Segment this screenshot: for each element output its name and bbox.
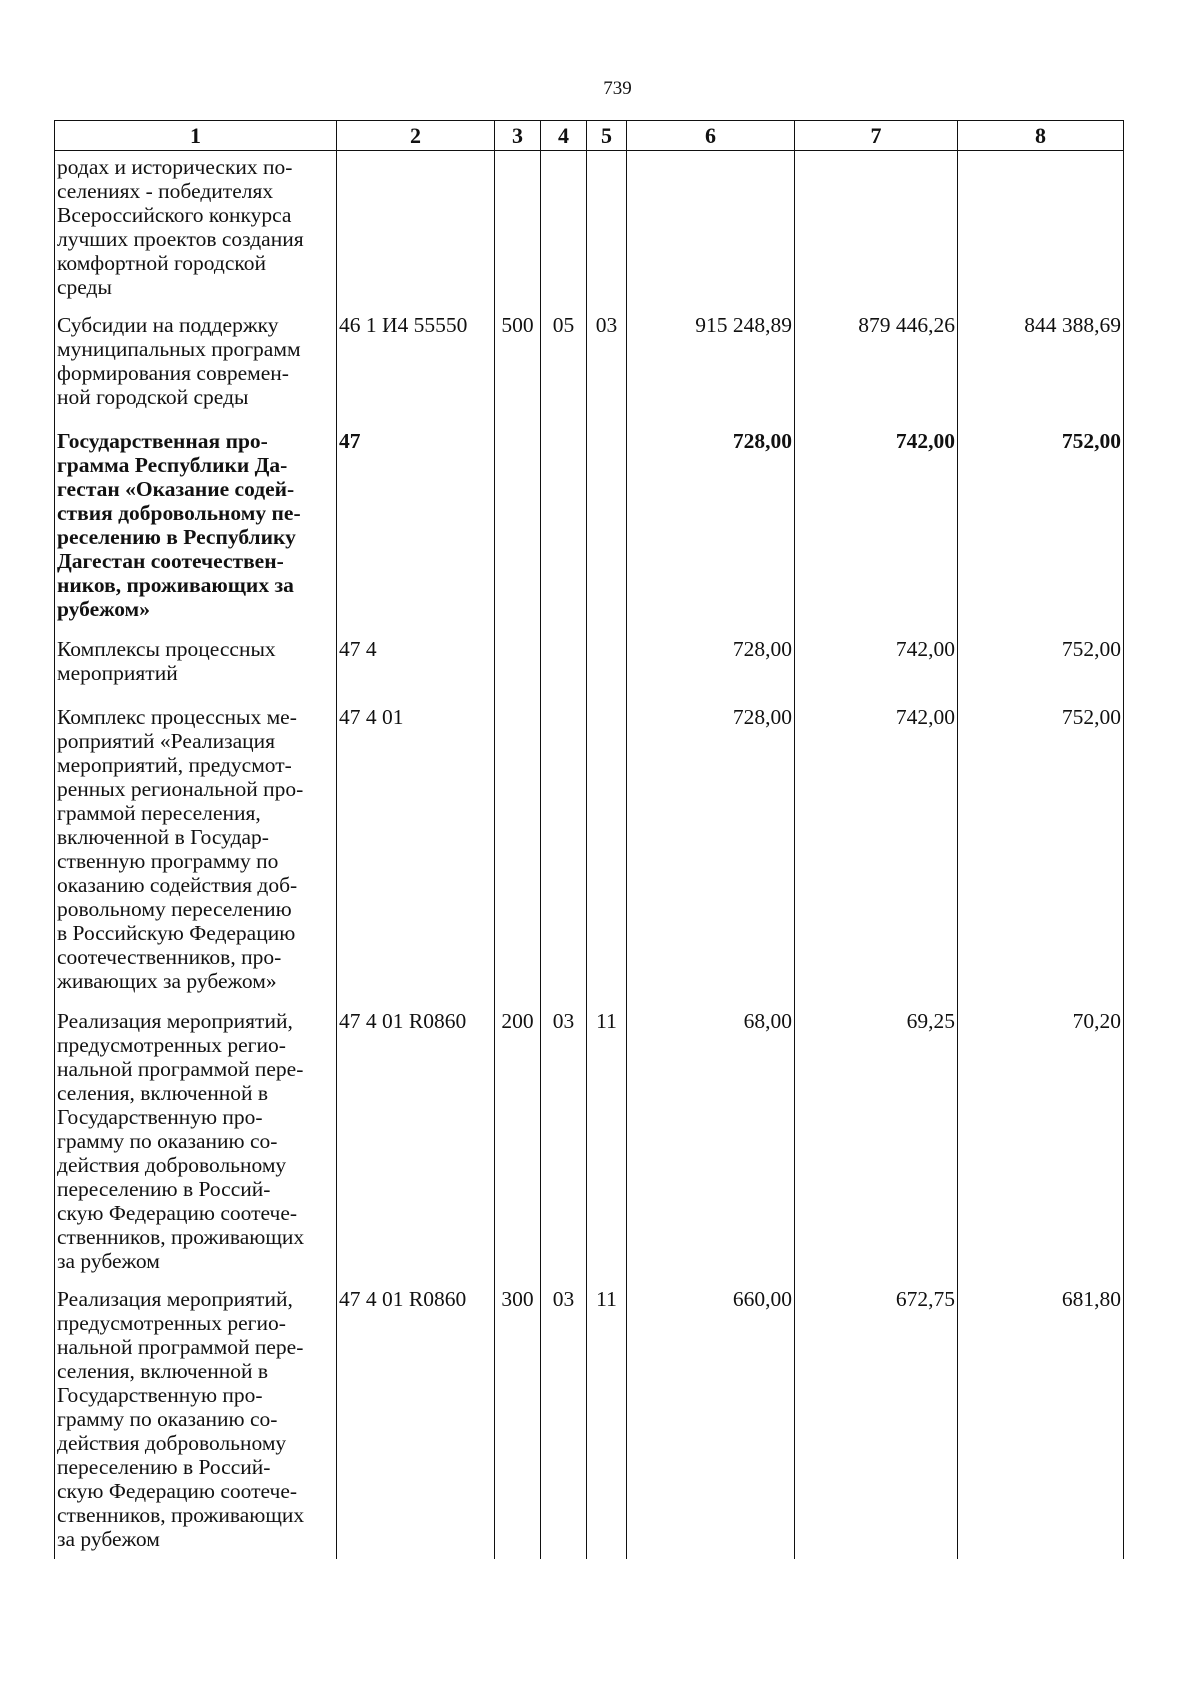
row-name-line: селениях - победителях: [57, 179, 274, 203]
subsection-cell: 11: [587, 1009, 627, 1287]
row-name-line: ствия добровольному пе-: [57, 501, 301, 525]
row-name-cell: [55, 313, 337, 429]
row-name-line: лучших проектов создания: [57, 227, 304, 251]
row-name-line: включенной в Государ-: [57, 825, 269, 849]
row-name-line: оказанию содействия доб-: [57, 873, 298, 897]
code-cell: 47 4 01 R0860: [337, 1009, 495, 1287]
row-name-line: за рубежом: [57, 1527, 160, 1551]
amount-cell-6: 728,00: [627, 705, 795, 1009]
amount-cell-7: 742,00: [795, 429, 958, 637]
row-name-cell: [55, 1009, 337, 1287]
row-name-line: реселению в Республику: [57, 525, 296, 549]
amount-cell-6: 660,00: [627, 1287, 795, 1559]
row-name-cell: [55, 1287, 337, 1559]
amount-cell-8: [958, 151, 1124, 314]
table-row: [55, 637, 1124, 705]
section-cell: [541, 705, 587, 1009]
code-cell: 47 4: [337, 637, 495, 705]
table-header-row: [55, 121, 1124, 151]
row-name-cell: [55, 705, 337, 1009]
code-cell: [337, 151, 495, 314]
expense-type-cell: 500: [495, 313, 541, 429]
amount-cell-7: [795, 151, 958, 314]
code-cell: 47 4 01: [337, 705, 495, 1009]
row-name-line: Комплексы процессных: [57, 637, 276, 661]
table-body: [55, 151, 1124, 1560]
page-number: 739: [603, 78, 632, 99]
row-name-line: Дагестан соотечествен-: [57, 549, 284, 573]
amount-cell-7: 742,00: [795, 637, 958, 705]
row-name-line: Государственная про-: [57, 429, 268, 453]
amount-cell-6: 68,00: [627, 1009, 795, 1287]
row-name-line: нальной программой пере-: [57, 1057, 304, 1081]
amount-cell-7: 69,25: [795, 1009, 958, 1287]
row-name-line: мероприятий, предусмот-: [57, 753, 292, 777]
row-name-line: грамма Республики Да-: [57, 453, 288, 477]
amount-cell-8: 70,20: [958, 1009, 1124, 1287]
column-header-2: 2: [337, 121, 495, 151]
column-header-3: 3: [495, 121, 541, 151]
row-name-line: Всероссийского конкурса: [57, 203, 292, 227]
row-name-line: селения, включенной в: [57, 1081, 268, 1105]
row-name-line: ственников, проживающих: [57, 1225, 305, 1249]
row-name-line: живающих за рубежом»: [57, 969, 277, 993]
code-cell: 47: [337, 429, 495, 637]
amount-cell-8: 752,00: [958, 705, 1124, 1009]
column-header-5: 5: [587, 121, 627, 151]
code-cell: 46 1 И4 55550: [337, 313, 495, 429]
budget-table: [54, 120, 1124, 1559]
table-row: [55, 151, 1124, 314]
row-name-cell: [55, 637, 337, 705]
row-name-line: переселению в Россий-: [57, 1455, 271, 1479]
row-name-line: ственников, проживающих: [57, 1503, 305, 1527]
row-name-line: Государственную про-: [57, 1105, 263, 1129]
row-name-line: муниципальных программ: [57, 337, 301, 361]
row-name-line: нальной программой пере-: [57, 1335, 304, 1359]
table-row: [55, 313, 1124, 429]
row-name-line: селения, включенной в: [57, 1359, 268, 1383]
subsection-cell: 11: [587, 1287, 627, 1559]
section-cell: 03: [541, 1009, 587, 1287]
row-name-line: грамму по оказанию со-: [57, 1407, 278, 1431]
row-name-line: гестан «Оказание содей-: [57, 477, 295, 501]
row-name-line: Субсидии на поддержку: [57, 313, 279, 337]
row-name-line: рубежом»: [57, 597, 150, 621]
amount-cell-7: 879 446,26: [795, 313, 958, 429]
row-name-cell: [55, 151, 337, 314]
expense-type-cell: 300: [495, 1287, 541, 1559]
row-name-line: скую Федерацию соотече-: [57, 1201, 298, 1225]
code-cell: 47 4 01 R0860: [337, 1287, 495, 1559]
amount-cell-6: 728,00: [627, 637, 795, 705]
amount-cell-6: 915 248,89: [627, 313, 795, 429]
subsection-cell: [587, 705, 627, 1009]
column-header-8: 8: [958, 121, 1124, 151]
row-name-line: ников, проживающих за: [57, 573, 294, 597]
section-cell: [541, 637, 587, 705]
expense-type-cell: 200: [495, 1009, 541, 1287]
section-cell: 03: [541, 1287, 587, 1559]
row-name-line: соотечественников, про-: [57, 945, 282, 969]
amount-cell-8: 752,00: [958, 429, 1124, 637]
row-name-line: в Российскую Федерацию: [57, 921, 296, 945]
table-row: [55, 1287, 1124, 1559]
row-name-line: грамму по оказанию со-: [57, 1129, 278, 1153]
row-name-line: роприятий «Реализация: [57, 729, 276, 753]
column-header-6: 6: [627, 121, 795, 151]
amount-cell-8: 681,80: [958, 1287, 1124, 1559]
row-name-line: предусмотренных регио-: [57, 1033, 286, 1057]
row-name-line: за рубежом: [57, 1249, 160, 1273]
row-name-line: предусмотренных регио-: [57, 1311, 286, 1335]
row-name-line: граммой переселения,: [57, 801, 261, 825]
table-row: [55, 705, 1124, 1009]
subsection-cell: [587, 637, 627, 705]
row-name-line: действия добровольному: [57, 1431, 287, 1455]
row-name-line: Реализация мероприятий,: [57, 1287, 293, 1311]
row-name-line: мероприятий: [57, 661, 178, 685]
row-name-line: Реализация мероприятий,: [57, 1009, 293, 1033]
row-name-line: комфортной городской: [57, 251, 266, 275]
amount-cell-6: [627, 151, 795, 314]
row-name-line: ренных региональной про-: [57, 777, 304, 801]
row-name-line: ровольному переселению: [57, 897, 292, 921]
subsection-cell: [587, 151, 627, 314]
amount-cell-7: 742,00: [795, 705, 958, 1009]
expense-type-cell: [495, 637, 541, 705]
row-name-line: родах и исторических по-: [57, 155, 293, 179]
expense-type-cell: [495, 151, 541, 314]
subsection-cell: 03: [587, 313, 627, 429]
amount-cell-8: 752,00: [958, 637, 1124, 705]
section-cell: 05: [541, 313, 587, 429]
column-header-4: 4: [541, 121, 587, 151]
row-name-line: скую Федерацию соотече-: [57, 1479, 298, 1503]
amount-cell-8: 844 388,69: [958, 313, 1124, 429]
row-name-line: действия добровольному: [57, 1153, 287, 1177]
row-name-cell: [55, 429, 337, 637]
section-cell: [541, 429, 587, 637]
expense-type-cell: [495, 429, 541, 637]
row-name-line: ственную программу по: [57, 849, 279, 873]
expense-type-cell: [495, 705, 541, 1009]
subsection-cell: [587, 429, 627, 637]
row-name-line: ной городской среды: [57, 385, 249, 409]
amount-cell-7: 672,75: [795, 1287, 958, 1559]
column-header-1: 1: [55, 121, 337, 151]
row-name-line: Комплекс процессных ме-: [57, 705, 297, 729]
row-name-line: Государственную про-: [57, 1383, 263, 1407]
table-row: [55, 429, 1124, 637]
section-cell: [541, 151, 587, 314]
row-name-line: среды: [57, 275, 112, 299]
row-name-line: формирования современ-: [57, 361, 289, 385]
table-row: [55, 1009, 1124, 1287]
column-header-7: 7: [795, 121, 958, 151]
row-name-line: переселению в Россий-: [57, 1177, 271, 1201]
amount-cell-6: 728,00: [627, 429, 795, 637]
